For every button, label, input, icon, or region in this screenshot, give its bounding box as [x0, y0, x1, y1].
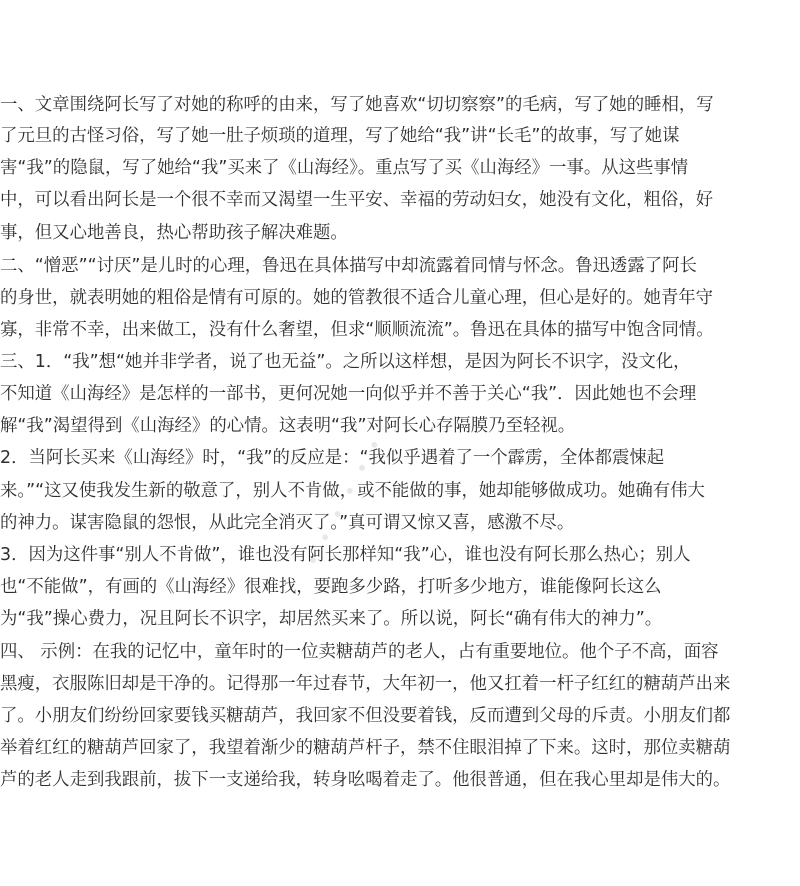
text-line: 黑瘦，衣服陈旧却是干净的。记得那一年过春节，大年初一，他又扛着一杆子红红的糖葫芦出来: [0, 674, 731, 694]
text-line: 事，但又心地善良，热心帮助孩子解决难题。: [0, 223, 348, 243]
text-line: 芦的老人走到我跟前，拔下一支递给我，转身吆喝着走了。他很普通，但在我心里却是伟大的。: [0, 770, 731, 790]
text-line: 一、文章围绕阿长写了对她的称呼的由来，写了她喜欢“切切察察”的毛病，写了她的睡相，写: [0, 95, 714, 115]
text-line: 了。小朋友们纷纷回家要钱买糖葫芦，我回家不但没要着钱，反而遭到父母的斥责。小朋友们都: [0, 706, 731, 726]
text-line: 也“不能做”，有画的《山海经》很难找，要跑多少路，打听多少地方，谁能像阿长这么: [0, 577, 662, 597]
text-line: 了元旦的古怪习俗，写了她一肚子烦琐的道理，写了她给“我”讲“长毛”的故事，写了她谋: [0, 126, 680, 146]
text-line: 3．因为这件事“别人不肯做”，谁也没有阿长那样知“我”心，谁也没有阿长那么热心；别人: [0, 545, 691, 565]
text-line: 解“我”渴望得到《山海经》的心情。这表明“我”对阿长心存隔膜乃至轻视。: [0, 416, 576, 436]
text-line: 不知道《山海经》是怎样的一部书，更何况她一向似乎并不善于关心“我”．因此她也不会理: [0, 384, 697, 404]
watermark: • • • • • •: [300, 430, 391, 572]
text-line: 2．当阿长买来《山海经》时，“我”的反应是：“我似乎遇着了一个霹雳，全体都震悚起: [0, 448, 665, 468]
text-line: 举着红红的糖葫芦回家了，我望着渐少的糖葫芦杆子，禁不住眼泪掉了下来。这时，那位卖糖葫: [0, 738, 731, 758]
text-line: 的身世，就表明她的粗俗是情有可原的。她的管教很不适合儿童心理，但心是好的。她青年守: [0, 288, 714, 308]
text-line: 的神力。谋害隐鼠的怨恨，从此完全消灭了。”真可谓又惊又喜，感激不尽。: [0, 513, 575, 533]
text-line: 四、 示例：在我的记忆中，童年时的一位卖糖葫芦的老人，占有重要地位。他个子不高，面容: [0, 642, 719, 662]
text-line: 二、“憎恶”“讨厌”是儿时的心理，鲁迅在具体描写中却流露着同情与怀念。鲁迅透露了阿长: [0, 256, 697, 276]
text-line: 为“我”操心费力，况且阿长不识字，却居然买来了。所以说，阿长“确有伟大的神力”。: [0, 609, 663, 629]
text-line: 寡，非常不幸，出来做工，没有什么奢望，但求“顺顺流流”。鲁迅在具体的描写中饱含同情。: [0, 320, 714, 340]
text-line: 来。”“这又使我发生新的敬意了，别人不肯做，或不能做的事，她却能够做成功。她确有伟大: [0, 481, 705, 501]
text-line: 三、1．“我”想“她并非学者，说了也无益”。之所以这样想，是因为阿长不识字，没文化，: [0, 352, 691, 372]
text-line: 中，可以看出阿长是一个很不幸而又渴望一生平安、幸福的劳动妇女，她没有文化，粗俗，好: [0, 190, 714, 210]
text-line: 害“我”的隐鼠，写了她给“我”买来了《山海经》。重点写了买《山海经》一事。从这些事情: [0, 158, 689, 178]
